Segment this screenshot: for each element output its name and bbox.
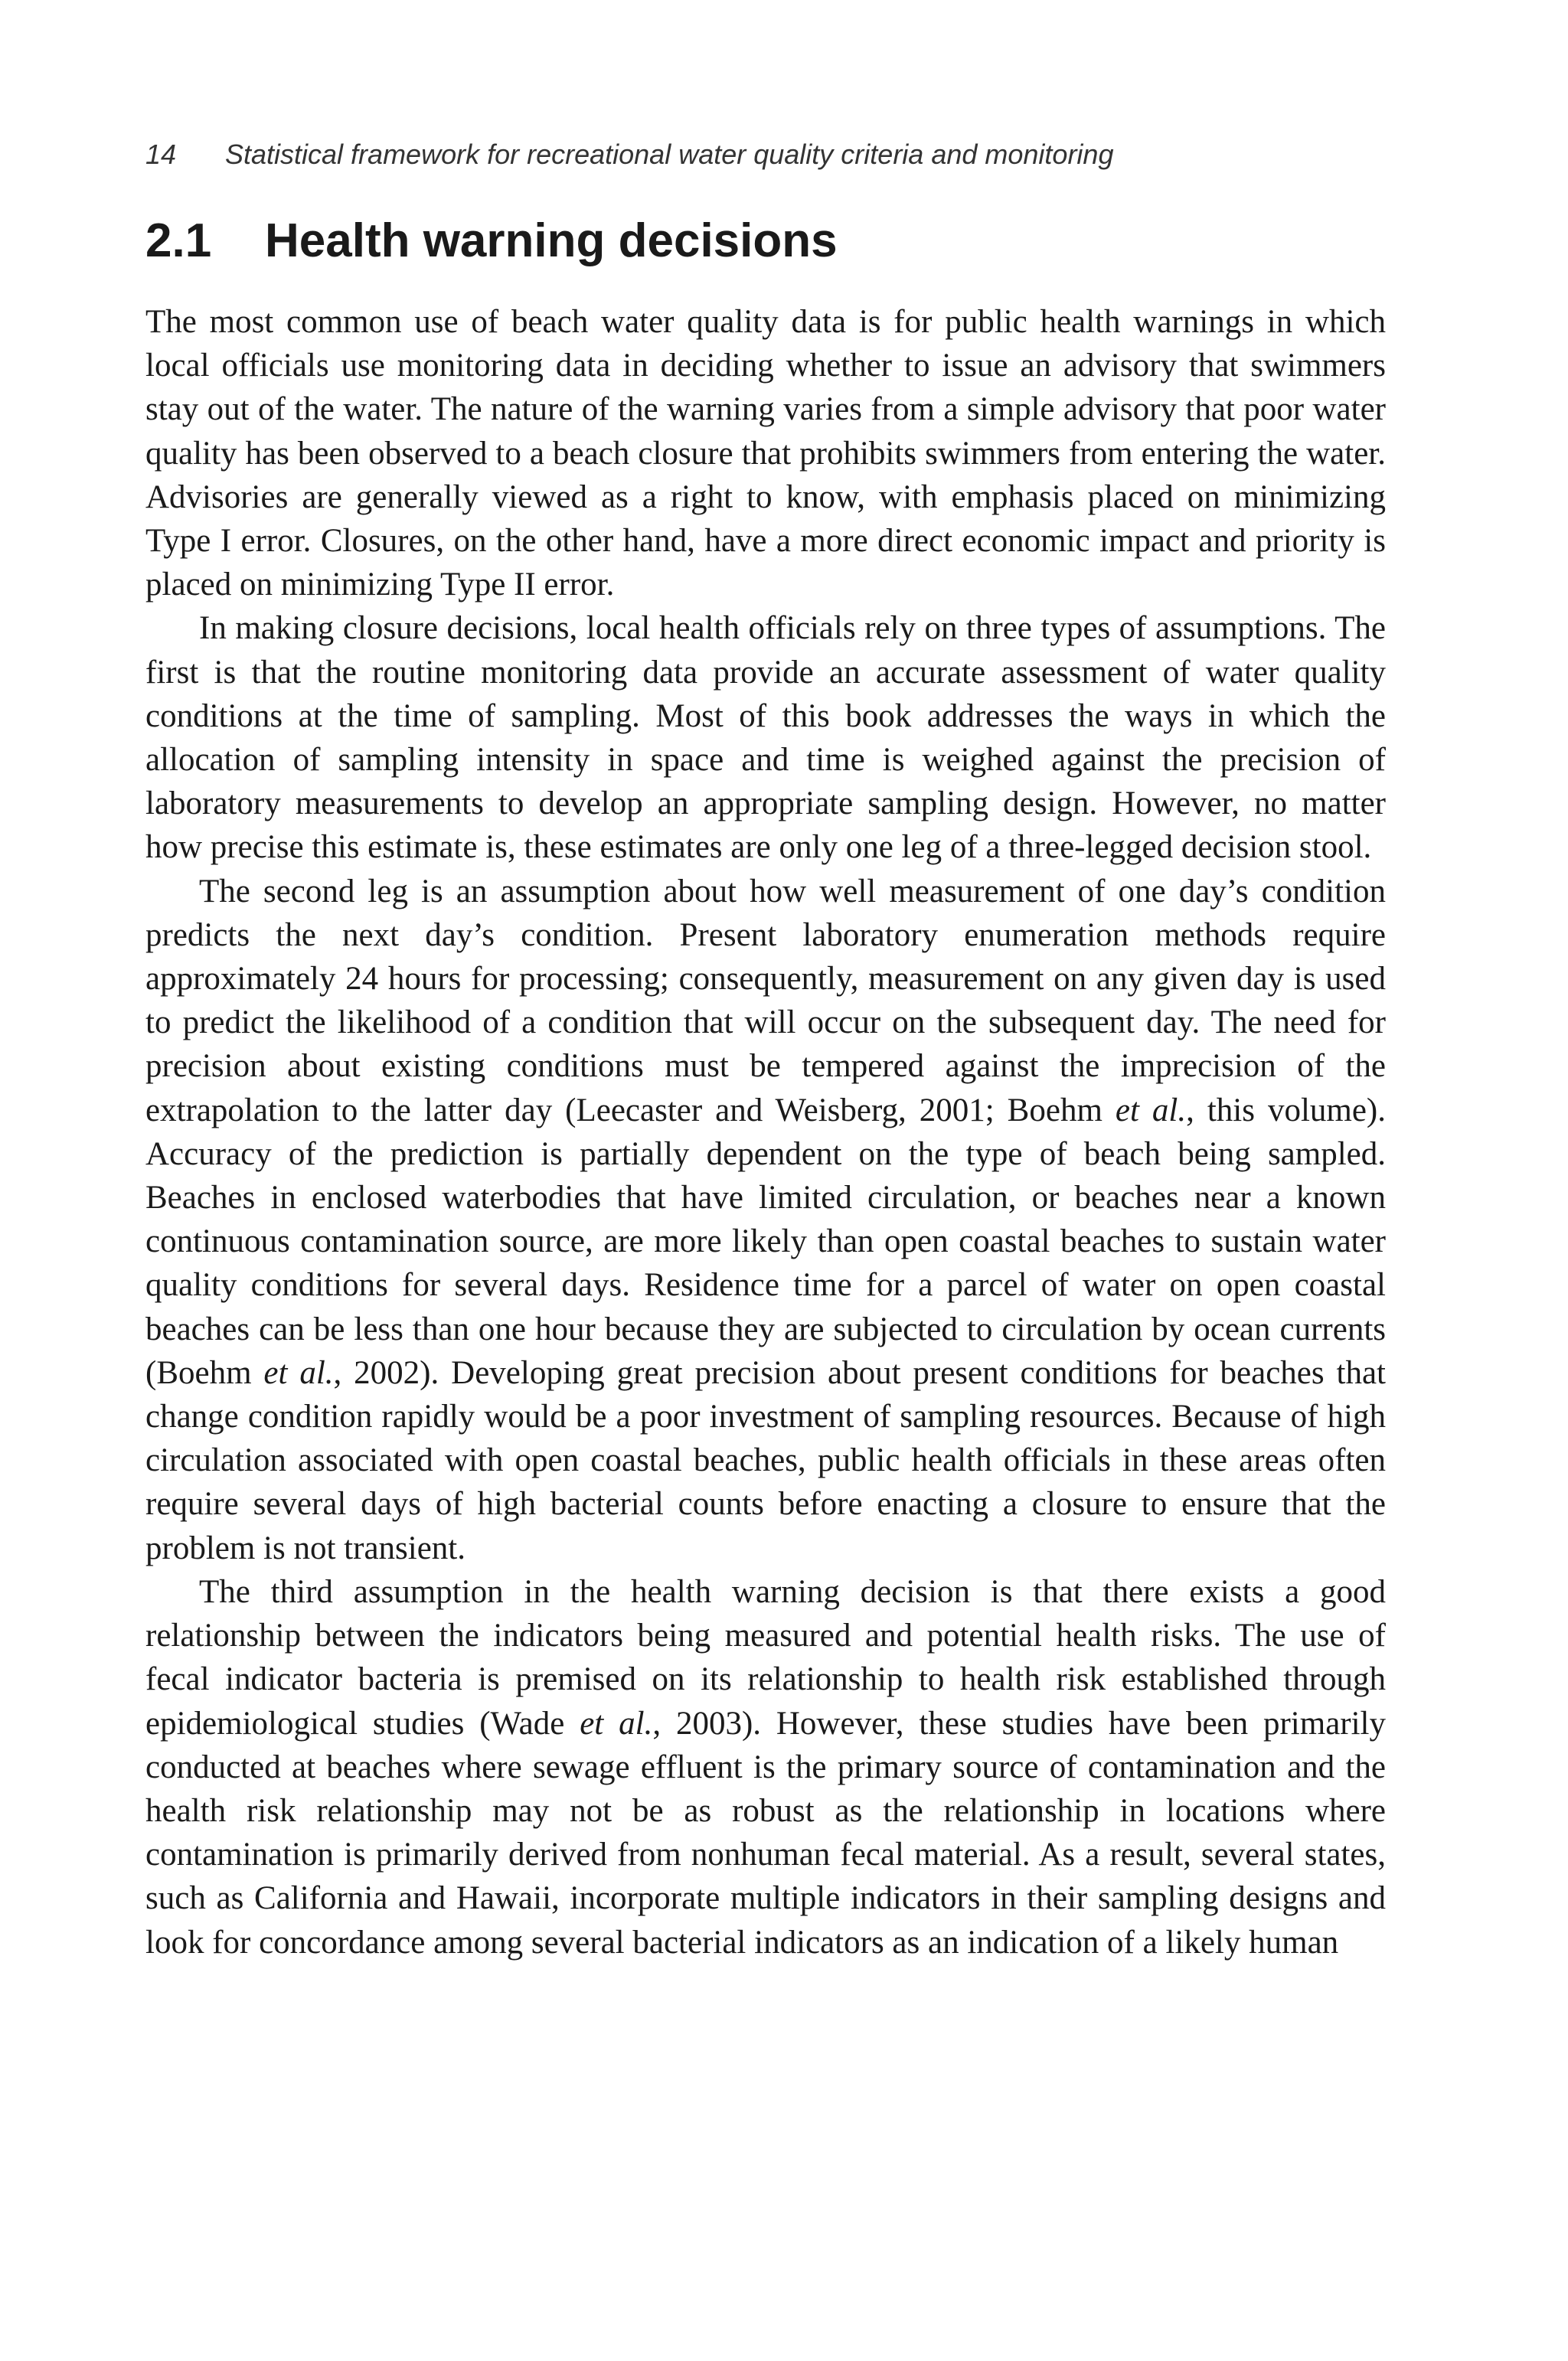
paragraph-2: In making closure decisions, local health officials rely on three types of assumptions. The first is that the routine monitoring data provide an accurate assessment of water quality conditions at the time of sampling. Most of this book addresses the ways in which the allocation of sampling intensity in space and time is weighed against the precision of laboratory measurements to develop an appropriate sampling design. However, no matter how precise this estimate is, these estimates are only one leg of a three-legged decision stool. (145, 610, 1386, 866)
paragraph-4-text-a: The third assumption in the health warning decision is that there exists a good relationship between the indicators being measured and potential health risks. The use of fecal indicator bacteria is premised on its relationship to health risk established through epidemiological studies (Wade (145, 1573, 1386, 1742)
paragraph-3 (145, 870, 1386, 1570)
running-title: Statistical framework for recreational water quality criteria and monitoring (225, 139, 1114, 170)
section-heading (145, 213, 1386, 269)
body-text (145, 300, 1386, 1964)
running-header (145, 136, 1386, 173)
paragraph-4 (145, 1570, 1386, 1964)
citation-et-al: et al. (580, 1705, 653, 1742)
paragraph-3-text-b: , this volume). Accuracy of the prediction is partially dependent on the type of beach being sampled. Beaches in enclosed waterbodies that have limited circulation, or beaches near a known continuous contamination source, are more likely than open coastal beaches to sustain water quality conditions for several days. Residence time for a parcel of water on open coastal beaches can be less than one hour because they are subjected to circulation by ocean currents (Boehm (145, 1092, 1386, 1391)
page-number: 14 (145, 139, 177, 170)
paragraph-3-text-a: The second leg is an assumption about how well measurement of one day’s condition predicts the next day’s condition. Present laboratory enumeration methods require approximately 24 hours for processing; consequently, measurement on any given day is used to predict the likelihood of a condition that will occur on the subsequent day. The need for precision about existing conditions must be tempered against the imprecision of the extrapolation to the latter day (Leecaster and Weisberg, 2001; Boehm (145, 873, 1386, 1128)
citation-et-al: et al. (263, 1354, 334, 1391)
paragraph-1: The most common use of beach water quality data is for public health warnings in which local officials use monitoring data in deciding whether to issue an advisory that swimmers stay out of the water. The nature of the warning varies from a simple advisory that poor water quality has been observed to a beach closure that prohibits swimmers from entering the water. Advisories are generally viewed as a right to know, with emphasis placed on minimizing Type I error. Closures, on the other hand, have a more direct economic impact and priority is placed on minimizing Type II error. (145, 304, 1386, 603)
book-page (145, 136, 1386, 1964)
section-number: 2.1 (145, 214, 212, 267)
paragraph-4-text-b: , 2003). However, these studies have been primarily conducted at beaches where sewage effluent is the primary source of contamination and the health risk relationship may not be as robust as the relationship in locations where contamination is primarily derived from nonhuman fecal material. As a result, several states, such as California and Hawaii, incorporate multiple indicators in their sampling designs and look for concordance among several bacterial indicators as an indication of a likely human (145, 1705, 1386, 1961)
section-title: Health warning decisions (265, 214, 838, 267)
paragraph-3-text-c: , 2002). Developing great precision about present conditions for beaches that change condition rapidly would be a poor investment of sampling resources. Because of high circulation associated with open coastal beaches, public health officials in these areas often require several days of high bacterial counts before enacting a closure to ensure that the problem is not transient. (145, 1354, 1386, 1566)
citation-et-al: et al. (1115, 1092, 1187, 1128)
